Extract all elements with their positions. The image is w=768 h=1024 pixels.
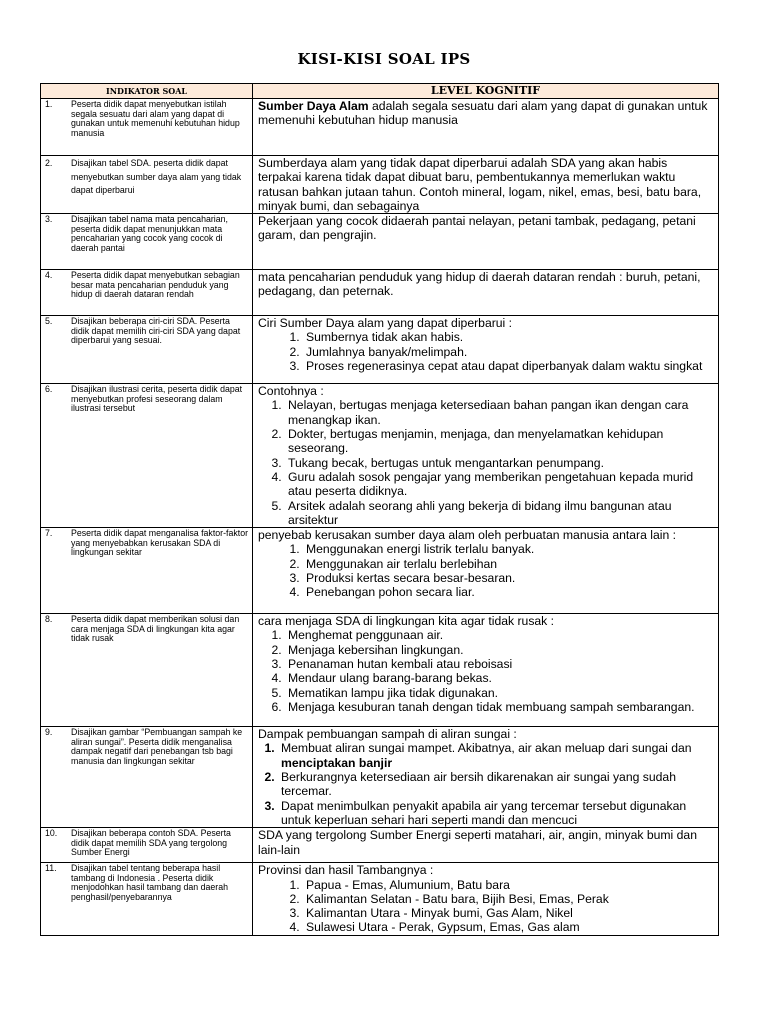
- list-item: 4. Guru adalah sosok pengajar yang memberikan pengetahuan kepada murid atau peserta didiknya.: [285, 470, 713, 499]
- indicator-cell: [41, 828, 253, 863]
- indicator-text: Disajikan ilustrasi cerita, peserta didik dapat menyebutkan profesi seseorang dalam ilustrasi tersebut: [71, 384, 243, 414]
- table-row: [41, 384, 719, 528]
- level-cell: [253, 316, 719, 384]
- list-intro: Provinsi dan hasil Tambangnya :: [258, 863, 434, 878]
- list-item: 4. Mendaur ulang barang-barang bekas.: [285, 671, 713, 685]
- indicator-cell: [41, 614, 253, 727]
- level-text: Pekerjaan yang cocok didaerah pantai nelayan, petani tambak, pedagang, petani garam, dan pengrajin.: [258, 214, 696, 243]
- table-row: [41, 727, 719, 828]
- indicator-text: Peserta didik dapat menyebutkan istilah segala sesuatu dari alam yang dapat di gunakan untuk memenuhi kebutuhan hidup manusia: [71, 99, 240, 138]
- row-number: 3.: [45, 214, 53, 225]
- level-text: adalah segala sesuatu dari alam yang dapat di gunakan untuk memenuhi kebutuhan hidup manusia: [258, 99, 708, 128]
- level-cell: [253, 863, 719, 935]
- indicator-cell: [41, 727, 253, 828]
- table-row: [41, 156, 719, 214]
- header-level: LEVEL KOGNITIF: [253, 84, 719, 99]
- list-item: 4. Penebangan pohon secara liar.: [303, 585, 713, 599]
- list-item: 2. Dokter, bertugas menjamin, menjaga, dan menyelamatkan kehidupan seseorang.: [285, 427, 713, 456]
- page-title: KISI-KISI SOAL IPS: [297, 50, 471, 68]
- list-item: 6. Menjaga kesuburan tanah dengan tidak membuang sampah sembarangan.: [285, 700, 713, 714]
- table-row: [41, 528, 719, 614]
- row-number: 11.: [45, 863, 57, 874]
- table-row: [41, 316, 719, 384]
- indicator-cell: [41, 156, 253, 214]
- table-row: [41, 863, 719, 935]
- level-cell: [253, 528, 719, 614]
- header-indicator: INDIKATOR SOAL: [41, 84, 253, 99]
- list-item: 1. Sumbernya tidak akan habis.: [303, 330, 713, 344]
- indicator-cell: [41, 270, 253, 316]
- table-row: [41, 214, 719, 270]
- indicator-text: Peserta didik dapat memberikan solusi dan cara menjaga SDA di lingkungan kita agar tidak rusak: [71, 614, 240, 644]
- level-cell: [253, 156, 719, 214]
- level-text: mata pencaharian penduduk yang hidup di daerah dataran rendah : buruh, petani, pedagang, dan peternak.: [258, 270, 701, 299]
- level-cell: [253, 727, 719, 828]
- indicator-cell: [41, 863, 253, 935]
- list-item: 3. Produksi kertas secara besar-besaran.: [303, 571, 713, 585]
- list-item: 1. Papua - Emas, Alumunium, Batu bara: [303, 878, 713, 892]
- list-intro: cara menjaga SDA di lingkungan kita agar tidak rusak :: [258, 614, 555, 629]
- list-item: [278, 741, 713, 770]
- indicator-cell: [41, 214, 253, 270]
- list-item: 3. Tukang becak, bertugas untuk mengantarkan penumpang.: [285, 456, 713, 470]
- list-intro: Ciri Sumber Daya alam yang dapat diperbarui :: [258, 316, 513, 331]
- row-number: 9.: [45, 727, 53, 738]
- list-item: 3. Kalimantan Utara - Minyak bumi, Gas Alam, Nikel: [303, 906, 713, 920]
- table-row: [41, 614, 719, 727]
- list-item: 3. Proses regenerasinya cepat atau dapat diperbanyak dalam waktu singkat: [303, 359, 713, 373]
- list-item: 3. Dapat menimbulkan penyakit apabila air yang tercemar tersebut digunakan untuk keperluan sehari hari seperti mandi dan mencuci: [278, 799, 713, 828]
- indicator-text: Peserta didik dapat menyebutkan sebagian besar mata pencaharian penduduk yang hidup di daerah dataran rendah: [71, 270, 240, 300]
- numbered-list: [258, 330, 713, 373]
- level-text: SDA yang tergolong Sumber Energi seperti matahari, air, angin, minyak bumi dan lain-lain: [258, 828, 697, 857]
- indicator-text: Disajikan tabel nama mata pencaharian, peserta didik dapat menunjukkan mata pencaharian yang cocok yang cocok di daerah pantai: [71, 214, 228, 253]
- numbered-list: [258, 398, 713, 527]
- table-row: [41, 828, 719, 863]
- list-item: 1. Menghemat penggunaan air.: [285, 628, 713, 642]
- row-number: 2.: [45, 158, 53, 168]
- numbered-list: [258, 542, 713, 599]
- indicator-text: Disajikan beberapa contoh SDA. Peserta didik dapat memilih SDA yang tergolong Sumber Energi: [71, 828, 231, 858]
- list-item: 4. Sulawesi Utara - Perak, Gypsum, Emas, Gas alam: [303, 920, 713, 934]
- row-number: 10.: [45, 828, 58, 839]
- table-row: [41, 99, 719, 156]
- level-cell: [253, 614, 719, 727]
- level-cell: [253, 270, 719, 316]
- row-number: 5.: [45, 316, 53, 327]
- kisi-kisi-table: [40, 83, 719, 936]
- row-number: 7.: [45, 528, 53, 539]
- list-intro: Dampak pembuangan sampah di aliran sungai :: [258, 727, 517, 742]
- table-header-row: [41, 84, 719, 99]
- level-text: Sumberdaya alam yang tidak dapat diperbarui adalah SDA yang akan habis terpakai karena tidak dapat dibuat baru, pembentukannya memerlukan waktu ratusan bahkan jutaan tahun. Contoh mineral, logam, nikel, emas, besi, batu bara, minyak bumi, dan sebagainya: [258, 156, 702, 213]
- list-item: 3. Penanaman hutan kembali atau reboisasi: [285, 657, 713, 671]
- indicator-text: Disajikan beberapa ciri-ciri SDA. Peserta didik dapat memilih ciri-ciri SDA yang dapat diperbarui yang sesuai.: [71, 316, 241, 346]
- table-row: [41, 270, 719, 316]
- row-number: 6.: [45, 384, 53, 395]
- row-number: 1.: [45, 99, 53, 109]
- bold-term: menciptakan banjir: [281, 755, 393, 770]
- indicator-text: Disajikan tabel SDA. peserta didik dapat menyebutkan sumber daya alam yang tidak dapat diperbarui: [71, 158, 242, 195]
- level-cell: [253, 828, 719, 863]
- level-cell: [253, 99, 719, 156]
- item-text: Membuat aliran sungai mampet. Akibatnya, air akan meluap dari sungai dan: [281, 741, 692, 756]
- list-item: 2. Berkurangnya ketersediaan air bersih dikarenakan air sungai yang sudah tercemar.: [278, 770, 713, 799]
- numbered-list: [258, 628, 713, 714]
- list-intro: penyebab kerusakan sumber daya alam oleh perbuatan manusia antara lain :: [258, 528, 677, 543]
- list-item: 5. Arsitek adalah seorang ahli yang bekerja di bidang ilmu bangunan atau arsitektur: [285, 499, 713, 528]
- list-item: 1. Menggunakan energi listrik terlalu banyak.: [303, 542, 713, 556]
- indicator-cell: [41, 384, 253, 528]
- list-item: 5. Mematikan lampu jika tidak digunakan.: [285, 686, 713, 700]
- list-item: 2. Menggunakan air terlalu berlebihan: [303, 557, 713, 571]
- level-cell: [253, 214, 719, 270]
- indicator-cell: [41, 528, 253, 614]
- list-intro: Contohnya :: [258, 384, 324, 399]
- indicator-text: Disajikan tabel tentang beberapa hasil tambang di Indonesia . Peserta didik menjodohkan hasil tambang dan daerah penghasil/penyebarannya: [71, 863, 228, 903]
- list-item: 1. Nelayan, bertugas menjaga ketersediaan bahan pangan ikan dengan cara menangkap ikan.: [285, 398, 713, 427]
- list-item: 2. Menjaga kebersihan lingkungan.: [285, 643, 713, 657]
- indicator-text: Peserta didik dapat menganalisa faktor-faktor yang menyebabkan kerusakan SDA di lingkungan sekitar: [71, 528, 249, 558]
- list-item: 2. Jumlahnya banyak/melimpah.: [303, 345, 713, 359]
- bold-term: Sumber Daya Alam: [258, 99, 369, 113]
- indicator-text: Disajikan gambar “Pembuangan sampah ke aliran sungai”. Peserta didik menganalisa dampak negatif dari penebangan tsb bagi manusia dan lingkungan sekitar: [71, 727, 243, 766]
- level-cell: [253, 384, 719, 528]
- list-item: 2. Kalimantan Selatan - Batu bara, Bijih Besi, Emas, Perak: [303, 892, 713, 906]
- indicator-cell: [41, 99, 253, 156]
- row-number: 8.: [45, 614, 53, 625]
- numbered-list: [258, 878, 713, 935]
- indicator-cell: [41, 316, 253, 384]
- row-number: 4.: [45, 270, 53, 281]
- numbered-list: [258, 741, 713, 827]
